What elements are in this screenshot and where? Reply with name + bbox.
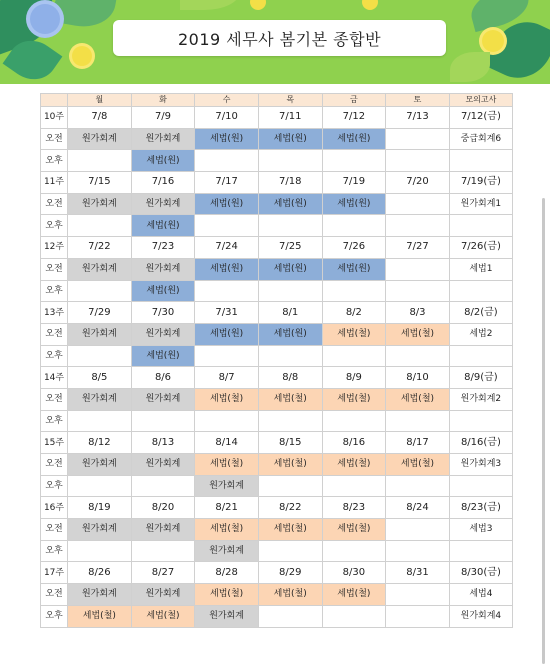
class-cell: 원가회계 — [68, 454, 132, 476]
week-date-row — [41, 107, 513, 129]
class-cell: 세법(원) — [258, 128, 322, 150]
afternoon-row — [41, 475, 513, 497]
week-date-row — [41, 432, 513, 454]
afternoon-row — [41, 150, 513, 172]
class-cell: 원가회계 — [131, 519, 195, 541]
class-cell — [322, 475, 386, 497]
class-cell: 세법(철) — [68, 605, 132, 627]
leaf-decoration — [52, 0, 119, 32]
week-date-row — [41, 237, 513, 259]
am-label: 오전 — [41, 258, 68, 280]
pm-label: 오후 — [41, 280, 68, 302]
class-cell: 세법(원) — [195, 193, 259, 215]
date-cell: 7/20 — [386, 172, 450, 194]
class-cell: 세법(철) — [386, 454, 450, 476]
class-cell — [68, 150, 132, 172]
header-cell-tue: 화 — [131, 94, 195, 107]
class-cell — [386, 128, 450, 150]
class-cell — [449, 540, 512, 562]
flower-decoration — [482, 30, 504, 52]
class-cell: 세법(철) — [195, 388, 259, 410]
date-cell: 7/31 — [195, 302, 259, 324]
date-cell: 7/27 — [386, 237, 450, 259]
class-cell: 원가회계 — [131, 128, 195, 150]
header-cell-thu: 목 — [258, 94, 322, 107]
schedule-body — [41, 107, 513, 628]
class-cell: 원가회계 — [68, 128, 132, 150]
header-cell-fri: 금 — [322, 94, 386, 107]
class-cell: 세법(원) — [131, 215, 195, 237]
date-cell: 7/12 — [322, 107, 386, 129]
pm-label: 오후 — [41, 475, 68, 497]
am-label: 오전 — [41, 519, 68, 541]
class-cell: 원가회계 — [68, 258, 132, 280]
date-cell: 8/8 — [258, 367, 322, 389]
header-cell-mon: 월 — [68, 94, 132, 107]
header-row — [41, 94, 513, 107]
class-cell: 세법(철) — [322, 388, 386, 410]
week-date-row — [41, 562, 513, 584]
am-label: 오전 — [41, 193, 68, 215]
am-label: 오전 — [41, 454, 68, 476]
class-cell: 원가회계 — [195, 540, 259, 562]
class-cell — [322, 280, 386, 302]
class-cell: 세법(철) — [322, 519, 386, 541]
date-cell: 8/26 — [68, 562, 132, 584]
class-cell: 세법(원) — [131, 150, 195, 172]
date-cell: 8/2 — [322, 302, 386, 324]
week-label: 14주 — [41, 367, 68, 389]
class-cell: 세법(철) — [195, 584, 259, 606]
date-cell: 7/13 — [386, 107, 450, 129]
week-label: 10주 — [41, 107, 68, 129]
pm-label: 오후 — [41, 605, 68, 627]
date-cell: 8/23 — [322, 497, 386, 519]
class-cell — [322, 345, 386, 367]
class-cell: 원가회계 — [131, 193, 195, 215]
am-label: 오전 — [41, 584, 68, 606]
date-cell: 7/12(금) — [449, 107, 512, 129]
class-cell — [195, 280, 259, 302]
date-cell: 8/9 — [322, 367, 386, 389]
date-cell: 7/26(금) — [449, 237, 512, 259]
afternoon-row — [41, 605, 513, 627]
scrollbar[interactable] — [542, 198, 545, 664]
date-cell: 7/29 — [68, 302, 132, 324]
class-cell: 세법(원) — [131, 280, 195, 302]
am-label: 오전 — [41, 388, 68, 410]
date-cell: 8/31 — [386, 562, 450, 584]
pm-label: 오후 — [41, 345, 68, 367]
date-cell: 8/12 — [68, 432, 132, 454]
date-cell: 8/1 — [258, 302, 322, 324]
class-cell — [386, 475, 450, 497]
class-cell: 세법(원) — [322, 258, 386, 280]
class-cell — [195, 410, 259, 432]
week-label: 11주 — [41, 172, 68, 194]
week-date-row — [41, 172, 513, 194]
morning-row — [41, 128, 513, 150]
date-cell: 7/18 — [258, 172, 322, 194]
class-cell: 세법(철) — [195, 454, 259, 476]
class-cell — [386, 258, 450, 280]
class-cell — [386, 215, 450, 237]
page-title: 2019 세무사 봄기본 종합반 — [113, 20, 446, 56]
date-cell: 8/15 — [258, 432, 322, 454]
date-cell: 8/16(금) — [449, 432, 512, 454]
date-cell: 8/3 — [386, 302, 450, 324]
class-cell: 원가회계 — [68, 323, 132, 345]
date-cell: 7/17 — [195, 172, 259, 194]
class-cell — [68, 280, 132, 302]
class-cell — [386, 540, 450, 562]
class-cell: 원가회계 — [131, 323, 195, 345]
date-cell: 7/10 — [195, 107, 259, 129]
morning-row — [41, 193, 513, 215]
class-cell: 세법(원) — [195, 323, 259, 345]
class-cell — [449, 150, 512, 172]
afternoon-row — [41, 410, 513, 432]
afternoon-row — [41, 540, 513, 562]
week-label: 12주 — [41, 237, 68, 259]
class-cell: 세법(철) — [322, 323, 386, 345]
class-cell — [68, 345, 132, 367]
class-cell: 세법(원) — [195, 128, 259, 150]
class-cell: 세법1 — [449, 258, 512, 280]
class-cell — [386, 345, 450, 367]
class-cell — [322, 215, 386, 237]
class-cell: 원가회계 — [68, 519, 132, 541]
class-cell: 세법(철) — [258, 519, 322, 541]
class-cell — [449, 215, 512, 237]
class-cell: 세법(원) — [258, 323, 322, 345]
class-cell: 세법3 — [449, 519, 512, 541]
class-cell — [195, 215, 259, 237]
date-cell: 8/30 — [322, 562, 386, 584]
class-cell: 원가회계 — [131, 454, 195, 476]
class-cell — [195, 345, 259, 367]
date-cell: 8/20 — [131, 497, 195, 519]
date-cell: 8/14 — [195, 432, 259, 454]
class-cell: 세법(철) — [322, 584, 386, 606]
afternoon-row — [41, 280, 513, 302]
class-cell: 원가회계2 — [449, 388, 512, 410]
class-cell: 세법(원) — [258, 193, 322, 215]
class-cell: 세법(원) — [195, 258, 259, 280]
class-cell — [258, 475, 322, 497]
date-cell: 8/23(금) — [449, 497, 512, 519]
date-cell: 7/9 — [131, 107, 195, 129]
class-cell: 세법2 — [449, 323, 512, 345]
date-cell: 7/19 — [322, 172, 386, 194]
class-cell: 세법(철) — [322, 454, 386, 476]
class-cell — [68, 540, 132, 562]
class-cell — [449, 280, 512, 302]
date-cell: 8/5 — [68, 367, 132, 389]
date-cell: 8/7 — [195, 367, 259, 389]
morning-row — [41, 584, 513, 606]
week-label: 16주 — [41, 497, 68, 519]
class-cell: 세법(철) — [195, 519, 259, 541]
class-cell: 세법(철) — [386, 323, 450, 345]
class-cell — [386, 584, 450, 606]
morning-row — [41, 519, 513, 541]
pm-label: 오후 — [41, 540, 68, 562]
date-cell: 8/28 — [195, 562, 259, 584]
pm-label: 오후 — [41, 410, 68, 432]
class-cell — [258, 410, 322, 432]
class-cell — [68, 215, 132, 237]
date-cell: 8/24 — [386, 497, 450, 519]
class-cell: 세법(철) — [258, 454, 322, 476]
leaf-decoration — [180, 0, 240, 10]
date-cell: 7/8 — [68, 107, 132, 129]
morning-row — [41, 454, 513, 476]
class-cell: 세법(원) — [322, 193, 386, 215]
class-cell: 중급회계6 — [449, 128, 512, 150]
date-cell: 7/30 — [131, 302, 195, 324]
date-cell: 7/23 — [131, 237, 195, 259]
morning-row — [41, 258, 513, 280]
date-cell: 7/24 — [195, 237, 259, 259]
pm-label: 오후 — [41, 215, 68, 237]
week-label: 15주 — [41, 432, 68, 454]
class-cell — [449, 345, 512, 367]
date-cell: 7/11 — [258, 107, 322, 129]
class-cell — [258, 280, 322, 302]
class-cell: 원가회계 — [131, 584, 195, 606]
date-cell: 8/21 — [195, 497, 259, 519]
class-cell — [258, 540, 322, 562]
class-cell — [131, 475, 195, 497]
date-cell: 8/19 — [68, 497, 132, 519]
class-cell — [131, 410, 195, 432]
header-cell-wed: 수 — [195, 94, 259, 107]
class-cell: 원가회계 — [68, 584, 132, 606]
class-cell: 원가회계4 — [449, 605, 512, 627]
date-cell: 8/16 — [322, 432, 386, 454]
class-cell: 세법(철) — [258, 584, 322, 606]
date-cell: 7/16 — [131, 172, 195, 194]
date-cell: 8/30(금) — [449, 562, 512, 584]
class-cell: 세법(원) — [322, 128, 386, 150]
week-label: 13주 — [41, 302, 68, 324]
class-cell — [322, 605, 386, 627]
class-cell — [258, 345, 322, 367]
pm-label: 오후 — [41, 150, 68, 172]
flower-decoration — [30, 4, 60, 34]
am-label: 오전 — [41, 128, 68, 150]
class-cell: 원가회계 — [195, 605, 259, 627]
class-cell: 원가회계 — [195, 475, 259, 497]
date-cell: 8/17 — [386, 432, 450, 454]
class-cell — [322, 410, 386, 432]
flower-decoration — [362, 0, 378, 10]
date-cell: 8/13 — [131, 432, 195, 454]
flower-decoration — [250, 0, 266, 10]
class-cell — [131, 540, 195, 562]
date-cell: 7/19(금) — [449, 172, 512, 194]
class-cell: 원가회계 — [68, 388, 132, 410]
class-cell — [386, 150, 450, 172]
flower-decoration — [72, 46, 92, 66]
class-cell — [68, 410, 132, 432]
class-cell — [386, 193, 450, 215]
header-cell-blank — [41, 94, 68, 107]
schedule-table — [40, 93, 513, 628]
class-cell — [322, 540, 386, 562]
class-cell: 세법(철) — [386, 388, 450, 410]
date-cell: 8/10 — [386, 367, 450, 389]
date-cell: 8/29 — [258, 562, 322, 584]
class-cell: 세법4 — [449, 584, 512, 606]
class-cell: 세법(원) — [258, 258, 322, 280]
date-cell: 8/9(금) — [449, 367, 512, 389]
class-cell — [449, 475, 512, 497]
date-cell: 7/26 — [322, 237, 386, 259]
morning-row — [41, 388, 513, 410]
date-cell: 8/22 — [258, 497, 322, 519]
class-cell: 세법(철) — [131, 605, 195, 627]
date-cell: 8/27 — [131, 562, 195, 584]
date-cell: 7/25 — [258, 237, 322, 259]
week-date-row — [41, 497, 513, 519]
afternoon-row — [41, 215, 513, 237]
class-cell — [386, 410, 450, 432]
class-cell — [386, 519, 450, 541]
class-cell: 세법(원) — [131, 345, 195, 367]
week-label: 17주 — [41, 562, 68, 584]
week-date-row — [41, 302, 513, 324]
class-cell: 원가회계 — [131, 258, 195, 280]
class-cell — [258, 605, 322, 627]
class-cell — [322, 150, 386, 172]
header-cell-sat: 토 — [386, 94, 450, 107]
class-cell — [258, 215, 322, 237]
class-cell — [195, 150, 259, 172]
week-date-row — [41, 367, 513, 389]
class-cell — [258, 150, 322, 172]
class-cell: 원가회계1 — [449, 193, 512, 215]
date-cell: 8/6 — [131, 367, 195, 389]
date-cell: 8/2(금) — [449, 302, 512, 324]
class-cell — [386, 605, 450, 627]
class-cell: 원가회계 — [131, 388, 195, 410]
class-cell: 세법(철) — [258, 388, 322, 410]
class-cell — [68, 475, 132, 497]
date-cell: 7/15 — [68, 172, 132, 194]
class-cell: 원가회계3 — [449, 454, 512, 476]
leaf-decoration — [450, 52, 490, 82]
class-cell — [449, 410, 512, 432]
morning-row — [41, 323, 513, 345]
am-label: 오전 — [41, 323, 68, 345]
class-cell — [386, 280, 450, 302]
header-cell-mock-exam: 모의고사 — [449, 94, 512, 107]
afternoon-row — [41, 345, 513, 367]
class-cell: 원가회계 — [68, 193, 132, 215]
date-cell: 7/22 — [68, 237, 132, 259]
